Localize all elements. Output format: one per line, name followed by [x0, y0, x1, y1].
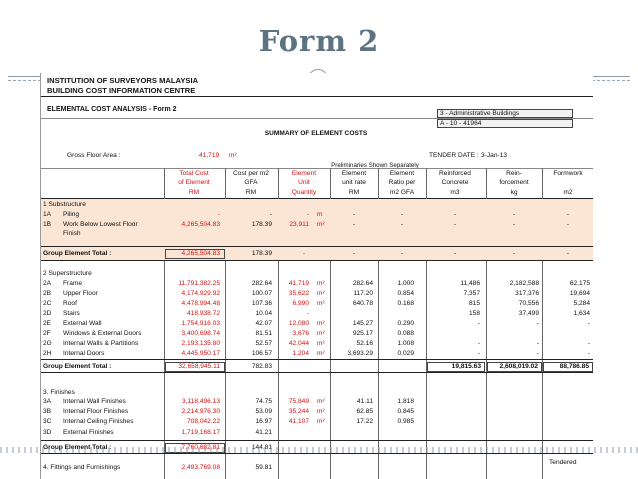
- group-total-qty: -: [302, 250, 306, 257]
- group-total-reinf: 2,608,019.02: [487, 362, 542, 372]
- row-rate: 282.64: [352, 280, 373, 287]
- row-code: 3D: [43, 428, 52, 436]
- group-total-rate: -: [352, 250, 356, 257]
- section-title: 2 Superstructure: [43, 270, 92, 277]
- row-form: -: [587, 340, 590, 347]
- row-reinf: -: [536, 340, 539, 347]
- row-reinf: -: [536, 350, 539, 357]
- row-per-m2: 106.57: [251, 350, 272, 357]
- row-rate: 3,693.29: [347, 350, 373, 357]
- row-per-m2: 16.97: [255, 418, 272, 426]
- row-reinf: 70,556: [518, 300, 539, 307]
- divider: [41, 260, 593, 261]
- row-qty: -: [306, 310, 309, 317]
- row-unit: m²: [317, 350, 325, 357]
- col-cost-m2-3: RM: [245, 189, 257, 196]
- row-qty: 3,676: [292, 330, 309, 337]
- row-total: 1,754,916.03: [181, 320, 220, 327]
- row-name: Internal Ceiling Finishes: [63, 418, 134, 426]
- row-code: 3C: [43, 418, 52, 426]
- row-rate: 640.78: [352, 300, 373, 307]
- col-reinforced-3: m3: [450, 189, 460, 196]
- row-total: 4,445,950.17: [181, 350, 220, 357]
- group-total-form: 88,786.85: [543, 362, 593, 372]
- row-total: 2,193,135.80: [181, 340, 220, 347]
- gfa-label: Gross Floor Area :: [67, 152, 121, 159]
- col-element-rate-3: RM: [348, 189, 360, 196]
- col-formwork-1: Formwork: [553, 170, 583, 177]
- row-name: Roof: [63, 300, 77, 307]
- row-qty: 41,719: [288, 280, 309, 287]
- row-form: -: [566, 211, 570, 218]
- row-rate: 925.17: [352, 330, 373, 337]
- dotted-footer-band: [0, 447, 638, 453]
- row-rate: -: [352, 211, 356, 218]
- row-qty: 35,622: [288, 290, 309, 297]
- row-unit: m²: [317, 320, 325, 327]
- col-total-cost-1: Total Cost: [179, 170, 209, 177]
- row-per-m2: 178.39: [251, 221, 272, 228]
- row-unit: m²: [317, 408, 325, 416]
- row-rc: -: [477, 340, 480, 347]
- row-unit: m: [317, 211, 323, 218]
- row-code: 2E: [43, 320, 52, 327]
- row-qty: 42,044: [288, 340, 309, 347]
- group-total-total: 32,658,945.11: [165, 362, 225, 372]
- row-unit: m²: [317, 330, 325, 337]
- row-code: 2A: [43, 280, 52, 287]
- col-reinforced-2: Concrete: [441, 179, 469, 186]
- row-reinf: -: [512, 211, 516, 218]
- row-name: External Wall: [63, 320, 102, 327]
- group-total-label: Group Element Total :: [43, 363, 112, 370]
- row-rc: -: [453, 211, 457, 218]
- col-element-unit-3: Quantity: [291, 189, 317, 196]
- row-per-m2: 52.57: [255, 340, 272, 347]
- row-name: Stairs: [63, 310, 80, 317]
- row-total: 11,791,382.25: [178, 280, 220, 287]
- group-total-total: 4,265,504.83: [165, 249, 225, 259]
- row-reinf: 2,182,588: [509, 280, 539, 287]
- row-qty: 1,204: [292, 350, 309, 357]
- divider: [41, 168, 593, 169]
- row-rc: 815: [468, 300, 480, 307]
- row-reinf: -: [512, 221, 516, 228]
- form-title: ELEMENTAL COST ANALYSIS - Form 2: [47, 106, 177, 113]
- row-total: 2,214,976.30: [181, 408, 220, 416]
- row-total: 4,265,504.83: [181, 221, 220, 228]
- gfa-unit: m²: [229, 152, 237, 159]
- org-line-1: INSTITUTION OF SURVEYORS MALAYSIA: [47, 76, 199, 85]
- row-total: 3,400,698.74: [181, 330, 220, 337]
- row-form: -: [587, 320, 590, 327]
- row-per-m2: -: [269, 211, 272, 218]
- row-reinf: -: [536, 320, 539, 327]
- row-rate: -: [352, 221, 356, 228]
- row-total: 708,042.22: [186, 418, 220, 426]
- group-total-reinf: -: [512, 250, 516, 257]
- row-name: Internal Walls & Partitions: [63, 340, 139, 347]
- row-unit: m²: [317, 398, 325, 405]
- row-ratio: 0.854: [397, 290, 414, 297]
- col-cost-m2-2: GFA: [244, 179, 258, 186]
- org-line-2: BUILDING COST INFORMATION CENTRE: [47, 86, 196, 95]
- col-reinforcement-2: forcement: [499, 179, 529, 186]
- divider: [41, 96, 593, 97]
- row-total: -: [217, 211, 220, 218]
- section-title: 1 Substructure: [43, 201, 86, 208]
- row-name: External Finishes: [63, 428, 114, 436]
- group-total-per-m2: 144.81: [251, 444, 272, 451]
- col-reinforcement-1: Rein-: [506, 170, 522, 177]
- row-unit: m²: [317, 290, 325, 297]
- slide-title: Form 2: [258, 24, 380, 58]
- row-unit: m²: [317, 300, 325, 307]
- row-rate: 41.11: [356, 398, 373, 405]
- row-code: 1B: [43, 221, 52, 228]
- row-ratio: 1.008: [397, 340, 414, 347]
- row-code: 2B: [43, 290, 52, 297]
- row-name: Internal Wall Finishes: [63, 398, 126, 405]
- row-form: 62,175: [569, 280, 590, 287]
- row-ratio: 1.818: [397, 398, 414, 405]
- group-total-form: -: [566, 250, 570, 257]
- row-per-m2: 42.07: [255, 320, 272, 327]
- row-unit: m²: [317, 340, 325, 347]
- row-unit: m²: [317, 221, 325, 228]
- summary-title: SUMMARY OF ELEMENT COSTS: [264, 130, 368, 137]
- divider: [41, 246, 593, 247]
- row-form: 5,284: [573, 300, 590, 307]
- row-qty: 75,849: [288, 398, 309, 405]
- row-ratio: -: [400, 211, 404, 218]
- row-total: 418,938.72: [186, 310, 220, 317]
- col-cost-m2-1: Cost per m2: [233, 170, 269, 177]
- row-rate: 145.27: [352, 320, 373, 327]
- gfa-value: 41,719: [199, 152, 220, 159]
- ref-no-box: A - 10 - 41964: [437, 119, 573, 128]
- row-name: Internal Doors: [63, 350, 105, 357]
- col-element-ratio-2: Ratio per: [388, 179, 416, 186]
- col-element-unit-1: Element: [291, 170, 317, 177]
- row-qty: 35,244: [288, 408, 309, 416]
- row-form: 19,694: [569, 290, 590, 297]
- group-total-label: Group Element Total :: [43, 250, 112, 257]
- col-reinforced-1: Reinforced: [439, 170, 471, 177]
- col-element-rate-2: unit rate: [342, 179, 366, 186]
- group-total-ratio: -: [400, 250, 404, 257]
- row-ratio: -: [400, 221, 404, 228]
- row-per-m2: 10.04: [255, 310, 272, 317]
- row-qty: 12,080: [288, 320, 309, 327]
- row-rc: -: [477, 320, 480, 327]
- col-element-ratio-3: m2 GFA: [389, 189, 415, 196]
- cut-row-per-m2: 59.81: [255, 464, 272, 471]
- col-element-rate-1: Element: [341, 170, 367, 177]
- divider: [41, 440, 593, 441]
- divider: [41, 118, 593, 119]
- row-rc: 11,486: [460, 280, 480, 287]
- spreadsheet-image: [40, 73, 593, 479]
- divider: [41, 372, 593, 373]
- row-qty: 23,911: [289, 221, 309, 228]
- row-ratio: 0.985: [397, 418, 414, 426]
- row-rc: -: [453, 221, 457, 228]
- tendered-label: Tendered: [549, 459, 577, 466]
- row-rc: 158: [468, 310, 480, 317]
- row-rc: 7,357: [463, 290, 480, 297]
- row-reinf: 317,376: [515, 290, 539, 297]
- row-per-m2: 41.21: [255, 428, 272, 436]
- row-per-m2: 53.09: [255, 408, 272, 416]
- cut-row-total: 2,493,769.08: [181, 464, 220, 471]
- row-code: 1A: [43, 211, 52, 218]
- row-per-m2: 107.36: [251, 300, 272, 307]
- row-ratio: 0.845: [397, 408, 414, 416]
- row-name: Work Below Lowest Floor: [63, 221, 138, 228]
- row-code: 3A: [43, 398, 52, 405]
- group-total-per-m2: 178.39: [251, 250, 272, 257]
- row-total: 4,478,994.48: [181, 300, 220, 307]
- tender-label: TENDER DATE :: [429, 152, 479, 159]
- row-form: 1,634: [573, 310, 590, 317]
- col-reinforcement-3: kg: [510, 189, 518, 196]
- row-code: 2D: [43, 310, 52, 317]
- row-per-m2: 74.75: [255, 398, 272, 405]
- group-total-rc: 19,815.63: [427, 362, 485, 372]
- col-element-unit-2: Unit: [298, 179, 310, 186]
- row-rc: -: [477, 350, 480, 357]
- col-total-cost-3: RM: [188, 189, 200, 196]
- row-name-2: Finish: [63, 230, 81, 237]
- row-unit: m²: [317, 418, 325, 426]
- col-total-cost-2: of Element: [178, 179, 210, 186]
- tender-value: 3-Jan-13: [481, 152, 508, 159]
- row-code: 2C: [43, 300, 52, 307]
- cut-row-label: 4. Fittings and Furnishings: [43, 464, 121, 471]
- row-name: Frame: [63, 280, 83, 287]
- row-ratio: 0.029: [397, 350, 414, 357]
- row-rate: 17.22: [356, 418, 373, 426]
- row-ratio: 1.000: [397, 280, 414, 287]
- section-title: 3. Finishes: [43, 389, 75, 396]
- row-code: 2F: [43, 330, 51, 337]
- row-total: 4,174,929.92: [181, 290, 220, 297]
- row-total: 1,719,168.17: [181, 428, 220, 436]
- row-ratio: 0.290: [397, 320, 414, 327]
- row-total: 3,118,496.13: [181, 398, 220, 405]
- row-per-m2: 100.07: [251, 290, 272, 297]
- row-per-m2: 282.64: [251, 280, 272, 287]
- row-qty: 6,990: [292, 300, 309, 307]
- row-qty: -: [306, 211, 309, 218]
- group-total-label: Group Element Total :: [43, 444, 112, 451]
- group-total-total: 7,760,682.81: [165, 443, 225, 453]
- prelims-note: Preliminaries Shown Separately: [331, 162, 419, 169]
- group-total-rc: -: [453, 250, 457, 257]
- row-unit: m²: [317, 280, 325, 287]
- row-code: 3B: [43, 408, 52, 416]
- divider: [41, 359, 593, 360]
- row-ratio: 0.088: [397, 330, 414, 337]
- row-rate: 62.85: [356, 408, 373, 416]
- row-name: Internal Floor Finishes: [63, 408, 129, 416]
- building-type-box: 3 - Administrative Buildings: [437, 109, 573, 118]
- row-rate: 117.20: [353, 290, 373, 297]
- row-code: 2H: [43, 350, 52, 357]
- row-form: -: [566, 221, 570, 228]
- col-formwork-3: m2: [563, 189, 573, 196]
- row-reinf: 37,499: [518, 310, 539, 317]
- row-name: Windows & External Doors: [63, 330, 142, 337]
- row-name: Piling: [63, 211, 80, 218]
- row-code: 2G: [43, 340, 52, 347]
- row-per-m2: 81.51: [255, 330, 272, 337]
- row-form: -: [587, 350, 590, 357]
- row-ratio: 0.168: [397, 300, 414, 307]
- row-qty: 41,107: [288, 418, 309, 426]
- col-element-ratio-1: Element: [389, 170, 415, 177]
- row-rate: 52.16: [356, 340, 373, 347]
- divider: [41, 453, 593, 454]
- group-total-per-m2: 782.83: [251, 363, 272, 370]
- row-name: Upper Floor: [63, 290, 98, 297]
